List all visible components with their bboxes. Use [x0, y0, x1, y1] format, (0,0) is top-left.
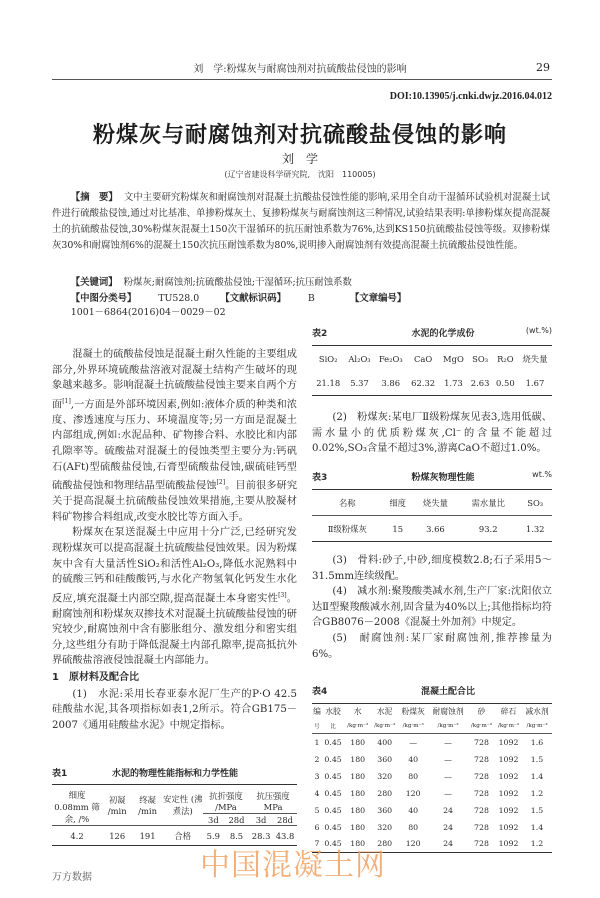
- table-row: [312, 372, 552, 396]
- table2-label: 表2: [312, 329, 328, 339]
- table-cell: 180: [350, 822, 366, 832]
- t3-header: 烧失量: [422, 497, 448, 508]
- t2-header: MgO: [443, 353, 464, 364]
- item-flyash-text: (2) 粉煤灰:某电厂Ⅱ级粉煤灰见表3,选用低碳、需水量小的优质粉煤灰,Cl⁻的含量不能超过0.02%,SO₃含量不超过3%,游离CaO不超过1.0%。: [312, 412, 552, 455]
- t3-header: 细度: [389, 497, 407, 508]
- table-cell: 2.63: [470, 378, 490, 389]
- t1-h-3d: 3d: [255, 814, 267, 825]
- table-cell: 1092: [498, 839, 519, 849]
- t4-header-unit: /kg·m⁻³: [347, 722, 369, 729]
- table-cell: 1.73: [444, 378, 463, 389]
- table-cell: 400: [377, 737, 393, 747]
- t4-header-unit: 比: [330, 723, 336, 730]
- table3-label: 表3: [312, 473, 328, 483]
- article-title: 粉煤灰与耐腐蚀剂对抗硫酸盐侵蚀的影响: [92, 123, 507, 148]
- table-cell: 1: [314, 737, 320, 747]
- t2-header: Fe₂O₃: [378, 353, 403, 364]
- table3-caption: 粉煤灰物理性能: [411, 473, 475, 483]
- table1-label: 表1: [52, 769, 68, 779]
- doc-code-value: B: [307, 293, 315, 304]
- t2-header: SO₃: [472, 353, 489, 364]
- table-cell: —: [444, 737, 452, 747]
- ref-2[interactable]: [2]: [216, 479, 226, 487]
- table-cell: 1.6: [530, 737, 544, 747]
- doi: DOI:10.13905/j.cnki.dwjz.2016.04.012: [389, 91, 552, 102]
- t4-header: 水: [353, 706, 362, 716]
- table-cell: 320: [377, 822, 393, 832]
- item-flyash: [312, 410, 552, 457]
- item-anticorrosive: (5) 耐腐蚀剂:某厂家耐腐蚀剂,推荐掺量为6%。: [312, 632, 552, 660]
- table-cell: 0.45: [324, 737, 342, 747]
- table-cell: 728: [474, 788, 489, 798]
- t2-header: CaO: [414, 353, 433, 364]
- t1-h-flex: 抗折强度 /MPa: [203, 785, 249, 814]
- table-cell: 40: [408, 805, 419, 815]
- table-cell: 3.86: [381, 378, 401, 389]
- table-cell: 6: [314, 822, 320, 832]
- table-cell: 1092: [498, 737, 519, 747]
- t1-h-initial: 初凝 /min: [107, 795, 127, 816]
- table-cell: 3.66: [426, 523, 445, 534]
- author: 刘 学: [281, 152, 318, 166]
- table-cell: 728: [474, 839, 489, 849]
- table4: [312, 684, 552, 853]
- table1: [52, 766, 297, 846]
- classification-line: [52, 290, 550, 318]
- table-cell: 80: [408, 771, 419, 781]
- table2-caption: 水泥的化学成份: [411, 329, 475, 339]
- table-cell: 280: [377, 839, 393, 849]
- table-cell: 5.9: [206, 830, 220, 841]
- watermark: 中国混凝土网: [200, 848, 386, 883]
- t2-header: Al₂O₃: [348, 353, 371, 364]
- t4-header: 水泥: [376, 706, 393, 716]
- table-cell: 180: [350, 805, 366, 815]
- t4-header: 碎石: [500, 706, 517, 716]
- t3-header: 需水量比: [471, 497, 505, 508]
- table-cell: 5.37: [350, 378, 369, 389]
- table-cell: 180: [350, 737, 366, 747]
- table-cell: 4: [314, 788, 320, 798]
- table-cell: 728: [474, 771, 489, 781]
- table-cell: 1092: [498, 822, 519, 832]
- t3-header: 名称: [338, 497, 356, 508]
- clc-value: TU528.0: [158, 293, 200, 304]
- abstract: [52, 190, 550, 254]
- t4-header: 砂: [477, 706, 486, 716]
- table-cell: 180: [350, 754, 366, 764]
- item-reducer: (4) 减水剂:聚羧酸类减水剂,生产厂家:沈阳依立达Ⅱ型聚羧酸减水剂,固含量为40%以上;其他指标均符合GB8076－2008《混凝土外加剂》中规定。: [312, 586, 552, 629]
- table2: [312, 326, 552, 396]
- table-cell: 合格: [174, 830, 192, 841]
- table-cell: 24: [443, 822, 453, 832]
- t2-header: 烧失量: [522, 353, 548, 364]
- t3-header: SO₃: [527, 497, 544, 508]
- table-cell: 180: [350, 839, 366, 849]
- table-cell: —: [409, 737, 418, 747]
- t1-h-comp: 抗压强度 MPa: [249, 785, 297, 814]
- table-cell: 360: [377, 805, 393, 815]
- table-cell: 280: [377, 788, 393, 798]
- t4-header-unit: /kg·m⁻³: [374, 722, 396, 729]
- table-cell: 1092: [498, 754, 519, 764]
- table-cell: 1092: [498, 788, 519, 798]
- table-cell: 180: [350, 788, 366, 798]
- table-cell: 62.32: [411, 378, 436, 389]
- table-cell: 7: [314, 839, 320, 849]
- keywords-text: 粉煤灰;耐腐蚀剂;抗硫酸盐侵蚀;干湿循环;抗压耐蚀系数: [123, 277, 352, 288]
- keywords: [52, 274, 550, 288]
- abstract-text: 文中主要研究粉煤灰和耐腐蚀剂对混凝土抗酸盐侵蚀性能的影响,采用全自动干湿循环试验机对混凝土试件进行硫酸盐侵蚀,通过对比基准、单掺粉煤灰土、复掺粉煤灰与耐腐蚀剂这三种情况,试验结果表明:单掺粉煤灰提高混凝土的抗硫酸盐侵蚀,30%粉煤灰混凝土150次干湿循环的抗压耐蚀系数为76%,达到KS150抗硫酸盐侵蚀等级。双掺粉煤灰30%和耐腐蚀剂6%的混凝土150次抗压耐蚀系数为80%,说明掺入耐腐蚀剂有效提高混凝土抗硫酸盐侵蚀性能。: [52, 192, 551, 251]
- paragraph-intro: [52, 347, 297, 525]
- t2-header: R₂O: [497, 353, 514, 364]
- table-cell: 0.45: [324, 754, 342, 764]
- table4-caption: 混凝土配合比: [420, 687, 475, 697]
- table-cell: —: [444, 788, 452, 798]
- ref-1[interactable]: [1]: [62, 397, 71, 405]
- table-cell: 0.45: [324, 771, 342, 781]
- t1-h-3d: 3d: [207, 814, 219, 825]
- left-column: [52, 347, 297, 733]
- item-cement: (1) 水泥:采用长春亚泰水泥厂生产的P·O 42.5硅酸盐水泥,其各项指标如表1,2所示。符合GB175－2007《通用硅酸盐水泥》中规定指标。: [52, 688, 297, 731]
- t4-header-unit: 号: [314, 723, 320, 730]
- t1-h-final: 终凝 /min: [138, 795, 157, 816]
- table-row: [312, 802, 552, 819]
- table-cell: 24: [443, 839, 453, 849]
- table-cell: 8.5: [229, 830, 244, 841]
- t1-h-28d: 28d: [277, 814, 294, 825]
- running-header: 刘 学:粉煤灰与耐腐蚀剂对抗硫酸盐侵蚀的影响: [193, 64, 407, 75]
- table-cell: 21.18: [316, 378, 341, 389]
- t4-header: 减水剂: [525, 706, 549, 716]
- table-row: [312, 734, 552, 751]
- para2b-text: 。耐腐蚀剂和粉煤灰双掺技术对混凝土抗硫酸盐侵蚀的研究较少,耐腐蚀剂中含有膨胀组分、激发组分和密实组分,这些组分有助于降低混凝土内部孔隙率,提高抵抗外界硫酸盐溶液侵蚀混凝土内部能力。: [52, 593, 297, 667]
- table-cell: 728: [474, 737, 489, 747]
- table-row: [312, 751, 552, 768]
- table-cell: 93.2: [478, 523, 498, 534]
- table-cell: Ⅱ级粉煤灰: [327, 523, 367, 534]
- table1-caption: 水泥的物理性能指标和力学性能: [112, 769, 239, 779]
- table-cell: 40: [408, 754, 419, 764]
- table-cell: 43.8: [275, 830, 295, 841]
- table-cell: 1.5: [530, 805, 544, 815]
- table-cell: —: [444, 754, 452, 764]
- t1-h-28d: 28d: [228, 814, 245, 825]
- table-cell: 80: [408, 822, 419, 832]
- table-row: [312, 516, 552, 542]
- table-cell: 1.4: [530, 822, 544, 832]
- paragraph-flyash: [52, 525, 297, 669]
- table-cell: 0.45: [324, 839, 342, 849]
- table4-label: 表4: [312, 687, 328, 697]
- table-cell: 360: [377, 754, 393, 764]
- table-cell: 1.2: [530, 839, 544, 849]
- t4-header: 编: [313, 706, 321, 716]
- header-rule: [52, 79, 552, 80]
- table-cell: 2: [314, 754, 320, 764]
- para1-text: 混凝土的硫酸盐侵蚀是混凝土耐久性能的主要组成部分,外界环境硫酸盐溶液对混凝土结构产生破坏的现象越来越多。影响混凝土抗硫酸盐侵蚀主要来自两个方面: [52, 349, 297, 411]
- doc-code-label: 【文献标识码】: [220, 293, 287, 304]
- footer-source: 万方数据: [52, 872, 92, 883]
- para1c-text: 。目前很多研究关于提高混凝土抗硫酸盐侵蚀效果措施,主要从胶凝材料矿物掺合料组成,改变水胶比等方面入手。: [52, 480, 298, 523]
- t4-header-unit: /kg·m⁻³: [402, 722, 424, 729]
- table-cell: 24: [443, 805, 453, 815]
- page-number: 29: [536, 61, 550, 74]
- article-no-value: 1001－6864(2016)04－0029－02: [70, 307, 226, 318]
- table-cell: 0.45: [324, 822, 342, 832]
- t4-header-unit: /kg·m⁻³: [497, 722, 520, 729]
- table-cell: 1.2: [530, 788, 544, 798]
- table-cell: 0.50: [496, 378, 515, 389]
- t1-h-soundness: 安定性 (沸煮法): [163, 794, 203, 816]
- table-cell: 120: [405, 839, 421, 849]
- table-cell: 3: [314, 771, 320, 781]
- table-cell: 15: [392, 523, 404, 534]
- item-aggregate: (3) 骨料:砂子,中砂,细度模数2.8;石子采用5～31.5mm连续级配。: [312, 555, 552, 582]
- t4-header: 水胶: [325, 706, 341, 716]
- affiliation: (辽宁省建设科学研究院, 沈阳 110005): [224, 170, 376, 179]
- table3-unit: wt.%: [532, 470, 552, 479]
- table-cell: 0.45: [324, 805, 342, 815]
- ref-3[interactable]: [3]: [278, 591, 287, 599]
- table-cell: 728: [474, 805, 489, 815]
- t4-header-unit: /kg·m⁻³: [526, 722, 548, 729]
- items-materials: [312, 553, 552, 662]
- section-heading: 1 原材料及配合比: [52, 672, 139, 684]
- table-cell: 1092: [498, 805, 519, 815]
- table-cell: 0.45: [324, 788, 342, 798]
- keywords-label: 【关键词】: [70, 277, 118, 288]
- table-row: [312, 785, 552, 802]
- table-cell: 728: [474, 822, 489, 832]
- table-cell: 191: [139, 830, 156, 841]
- para1b-text: ,一方面是外部环境因素,例如:液体介质的种类和浓度、渗透速度与压力、环境温度等;另一方面是混凝土内部组成,例如:水泥品种、矿物掺合料、水胶比和内部孔隙率等。硫酸盐对混凝土的侵蚀类型主要分为:钙矾石(AFt)型硫酸盐侵蚀,石膏型硫酸盐侵蚀,碳硫硅钙型硫酸盐侵蚀和物理结晶型硫酸盐侵蚀: [52, 399, 297, 492]
- table-cell: 126: [109, 830, 126, 841]
- table-cell: 4.2: [70, 830, 84, 841]
- table-cell: 1.5: [530, 754, 544, 764]
- table-cell: 1.4: [530, 771, 544, 781]
- table-cell: 320: [377, 771, 393, 781]
- clc-label: 【中图分类号】: [70, 293, 137, 304]
- abstract-label: 【摘 要】: [70, 192, 118, 203]
- t4-header: 耐腐蚀剂: [432, 706, 464, 716]
- table-cell: 5: [314, 805, 320, 815]
- t4-header-unit: /kg·m⁻³: [470, 722, 493, 729]
- table-cell: —: [444, 771, 452, 781]
- table-cell: 28.3: [251, 830, 271, 841]
- para2-text: 粉煤灰在泵送混凝土中应用十分广泛,已经研究发现粉煤灰可以提高混凝土抗硫酸盐侵蚀效果。因为粉煤灰中含有大量活性SiO₂和活性Al₂O₃,降低水泥熟料中的硫酸三钙和硅酸酸钙,与水化产物氢氧化钙发生水化反应,填充混凝土内部空隙,提高混凝土本身密实性: [52, 527, 297, 605]
- table-row: [312, 819, 552, 836]
- t4-header: 粉煤灰: [401, 706, 425, 716]
- article-no-label: 【文章编号】: [350, 293, 407, 304]
- table-row: [312, 768, 552, 785]
- table2-unit: (wt.%): [525, 326, 552, 335]
- table-cell: 1.32: [525, 523, 545, 534]
- t4-header-unit: /kg·m⁻³: [437, 722, 459, 729]
- table-cell: 180: [350, 771, 366, 781]
- table-cell: 728: [474, 754, 489, 764]
- table-cell: 1.67: [525, 378, 545, 389]
- table-cell: 1092: [498, 771, 519, 781]
- t2-header: SiO₂: [318, 353, 338, 364]
- t1-h-fineness: 细度 0.08mm 筛余, /%: [54, 790, 100, 824]
- table3: [312, 470, 552, 542]
- table-cell: 120: [405, 788, 421, 798]
